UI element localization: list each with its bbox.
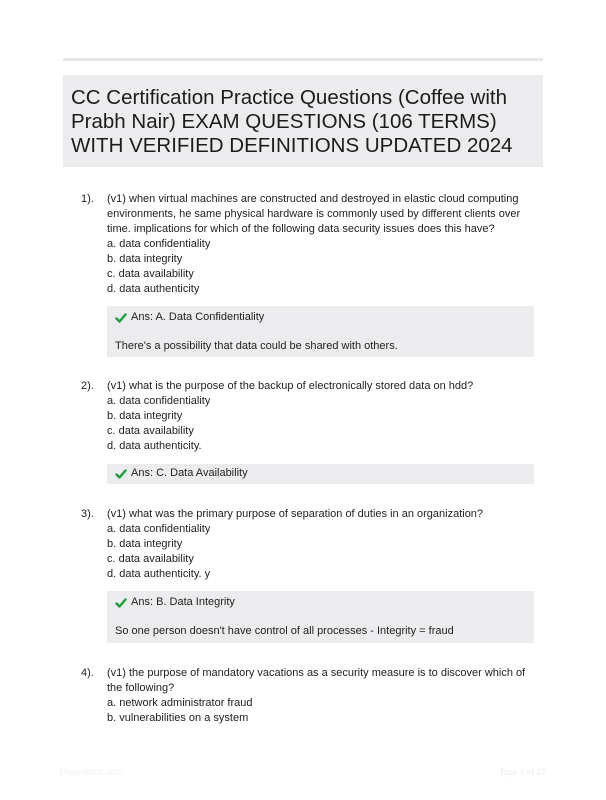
option-a: a. network administrator fraud <box>107 697 253 709</box>
footer-page-number: Page 1 of 27 <box>500 767 546 777</box>
option-a: a. data confidentiality <box>107 238 211 250</box>
answer-box <box>107 464 534 484</box>
answer-text: Ans: B. Data Integrity <box>131 596 235 608</box>
question-number: 2). <box>81 380 94 392</box>
answer-explanation: There's a possibility that data could be shared with others. <box>115 340 398 352</box>
option-d: d. data authenticity. y <box>107 568 211 580</box>
answer-text: Ans: A. Data Confidentiality <box>131 311 265 323</box>
question-number: 3). <box>81 508 94 520</box>
question-4 <box>63 666 543 726</box>
option-c: c. data availability <box>107 268 194 280</box>
option-b: b. data integrity <box>107 410 183 422</box>
check-icon <box>115 312 127 324</box>
option-a: a. data confidentiality <box>107 523 211 535</box>
question-number: 4). <box>81 667 94 679</box>
question-number: 1). <box>81 193 94 205</box>
option-d: d. data authenticity. <box>107 440 202 452</box>
answer-text: Ans: C. Data Availability <box>131 467 248 479</box>
question-body <box>107 507 537 582</box>
option-c: c. data availability <box>107 425 194 437</box>
title-box <box>63 75 543 167</box>
question-text: (v1) what was the primary purpose of separation of duties in an organization? <box>107 508 484 520</box>
question-1 <box>63 192 543 357</box>
check-icon <box>115 597 127 609</box>
question-text: (v1) what is the purpose of the backup of electronically stored data on hdd? <box>107 380 474 392</box>
top-divider <box>63 58 543 61</box>
footer-site: Paperfetch.com <box>60 767 124 777</box>
question-body <box>107 192 537 297</box>
question-body <box>107 379 537 454</box>
question-2 <box>63 379 543 484</box>
option-a: a. data confidentiality <box>107 395 211 407</box>
question-text: (v1) the purpose of mandatory vacations as a security measure is to discover which of the following? <box>107 667 526 694</box>
option-b: b. vulnerabilities on a system <box>107 712 249 724</box>
page-title: CC Certification Practice Questions (Coffee with Prabh Nair) EXAM QUESTIONS (106 TERMS) WITH VERIFIED DEFINITIONS UPDATED 2024 <box>71 86 513 157</box>
question-body <box>107 666 537 726</box>
answer-box <box>107 306 534 357</box>
option-c: c. data availability <box>107 553 194 565</box>
question-text: (v1) when virtual machines are constructed and destroyed in elastic cloud computing environments, he same physical hardware is commonly used by different clients over time. implications for which of the following data security issues does this have? <box>107 193 521 235</box>
check-icon <box>115 468 127 480</box>
option-b: b. data integrity <box>107 538 183 550</box>
answer-box <box>107 591 534 643</box>
answer-explanation: So one person doesn't have control of all processes - Integrity = fraud <box>115 625 454 637</box>
option-d: d. data authenticity <box>107 283 200 295</box>
option-b: b. data integrity <box>107 253 183 265</box>
question-3 <box>63 507 543 643</box>
